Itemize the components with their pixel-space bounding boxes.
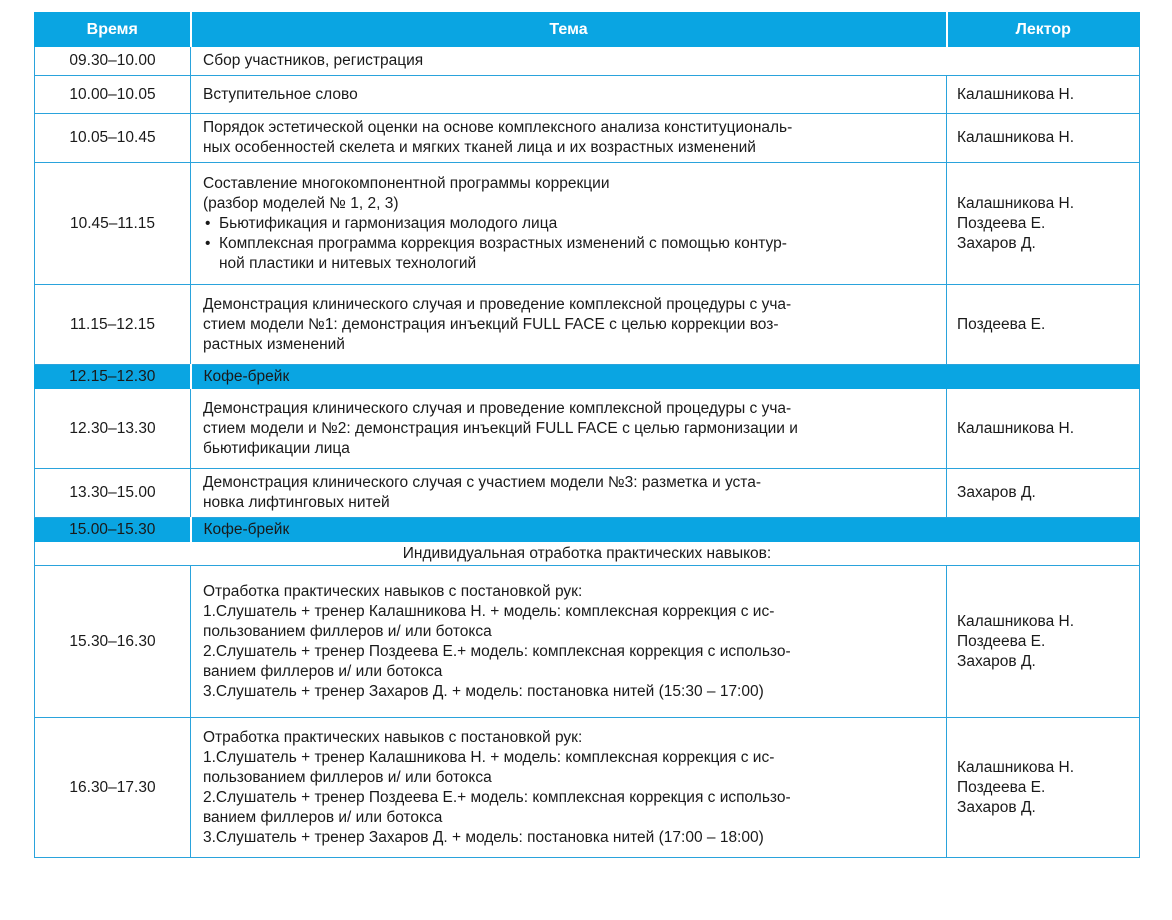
topic-line: Порядок эстетической оценки на основе комплексного анализа конституциональ- [203,119,793,136]
table-row [35,718,1140,858]
table-row [35,47,1140,76]
lecturer-name: Поздеева Е. [957,632,1046,650]
bullet-line: ной пластики и нитевых технологий [219,254,477,272]
row-time: 12.30–13.30 [35,389,191,469]
row-time: 09.30–10.00 [35,47,191,76]
topic-line: Демонстрация клинического случая и проведение комплексной процедуры с уча- [203,295,792,313]
row-lecturer [947,285,1140,365]
topic-line: ванием филлеров и/ или ботокса [203,662,443,680]
topic-line: стием модели и №2: демонстрация инъекций FULL FACE с целью гармонизации и [203,419,798,437]
table-header [35,13,1140,47]
topic-line: 3.Слушатель + тренер Захаров Д. + модель: постановка нитей (17:00 – 18:00) [203,828,764,846]
break-row [35,518,1140,542]
topic-line: Демонстрация клинического случая с участием модели №3: разметка и уста- [203,474,761,491]
lecturer-name: Захаров Д. [957,652,1036,670]
row-topic [191,718,947,858]
section-row [35,542,1140,566]
lecturer-name: Поздеева Е. [957,214,1046,232]
table-row [35,469,1140,518]
table-row [35,285,1140,365]
topic-line: ных особенностей скелета и мягких тканей лица и их возрастных изменений [203,139,756,156]
row-lecturer [947,718,1140,858]
row-time: 11.15–12.15 [35,285,191,365]
schedule-container [34,12,1139,858]
row-topic [191,566,947,718]
lecturer-name: Калашникова Н. [957,419,1075,437]
section-title: Индивидуальная отработка практических навыков: [35,542,1140,566]
topic-line: ванием филлеров и/ или ботокса [203,808,443,826]
topic-line: 1.Слушатель + тренер Калашникова Н. + модель: комплексная коррекция с ис- [203,748,775,766]
row-lecturer [947,114,1140,163]
row-topic [191,285,947,365]
table-row [35,389,1140,469]
topic-line: (разбор моделей № 1, 2, 3) [203,194,399,212]
row-time: 12.15–12.30 [35,365,191,389]
lecturer-name: Поздеева Е. [957,315,1046,333]
topic-line: 2.Слушатель + тренер Поздеева Е.+ модель: комплексная коррекция с использо- [203,788,791,806]
header-lecturer: Лектор [947,13,1140,47]
topic-line: Вступительное слово [203,85,358,103]
topic-line: Демонстрация клинического случая и проведение комплексной процедуры с уча- [203,399,792,417]
row-time: 16.30–17.30 [35,718,191,858]
row-time: 10.45–11.15 [35,163,191,285]
topic-line: бьютификации лица [203,439,350,457]
table-row [35,163,1140,285]
topic-line: Составление многокомпонентной программы коррекции [203,174,610,192]
lecturer-name: Захаров Д. [957,798,1036,816]
topic-line: пользованием филлеров и/ или ботокса [203,768,492,786]
lecturer-name: Поздеева Е. [957,778,1046,796]
topic-line: 1.Слушатель + тренер Калашникова Н. + модель: комплексная коррекция с ис- [203,602,775,620]
topic-bullet [203,234,938,274]
table-row [35,566,1140,718]
bullet-line: • Комплексная программа коррекция возрастных изменений с помощью контур- [219,234,787,252]
lecturer-name: Захаров Д. [957,484,1036,501]
break-label: Кофе-брейк [191,518,1140,542]
break-label: Кофе-брейк [191,365,1140,389]
lecturer-name: Калашникова Н. [957,129,1075,146]
topic-bullet [203,214,938,234]
lecturer-name: Калашникова Н. [957,85,1075,103]
lecturer-name: Захаров Д. [957,234,1036,252]
header-time: Время [35,13,191,47]
topic-line: Отработка практических навыков с постановкой рук: [203,582,583,600]
break-row [35,365,1140,389]
topic-line: 3.Слушатель + тренер Захаров Д. + модель: постановка нитей (15:30 – 17:00) [203,682,764,700]
row-topic [191,389,947,469]
row-time: 15.30–16.30 [35,566,191,718]
topic-line: новка лифтинговых нитей [203,494,390,511]
row-topic [191,469,947,518]
bullet-line: • Бьютификация и гармонизация молодого лица [219,214,558,232]
topic-line: Отработка практических навыков с постановкой рук: [203,728,583,746]
topic-line: Сбор участников, регистрация [203,52,424,69]
topic-line: 2.Слушатель + тренер Поздеева Е.+ модель: комплексная коррекция с использо- [203,642,791,660]
row-lecturer [947,566,1140,718]
row-topic [191,114,947,163]
row-time: 10.05–10.45 [35,114,191,163]
row-lecturer [947,469,1140,518]
table-row [35,76,1140,114]
table-row [35,114,1140,163]
schedule-table [34,12,1140,858]
row-topic [191,76,947,114]
lecturer-name: Калашникова Н. [957,758,1075,776]
schedule-body [35,13,1140,858]
lecturer-name: Калашникова Н. [957,612,1075,630]
row-topic [191,47,1140,76]
row-lecturer [947,76,1140,114]
topic-line: стием модели №1: демонстрация инъекций FULL FACE с целью коррекции воз- [203,315,779,333]
lecturer-name: Калашникова Н. [957,194,1075,212]
row-lecturer [947,163,1140,285]
row-time: 15.00–15.30 [35,518,191,542]
header-topic: Тема [191,13,947,47]
row-time: 13.30–15.00 [35,469,191,518]
row-time: 10.00–10.05 [35,76,191,114]
topic-line: пользованием филлеров и/ или ботокса [203,622,492,640]
topic-line: растных изменений [203,335,345,353]
row-topic [191,163,947,285]
row-lecturer [947,389,1140,469]
